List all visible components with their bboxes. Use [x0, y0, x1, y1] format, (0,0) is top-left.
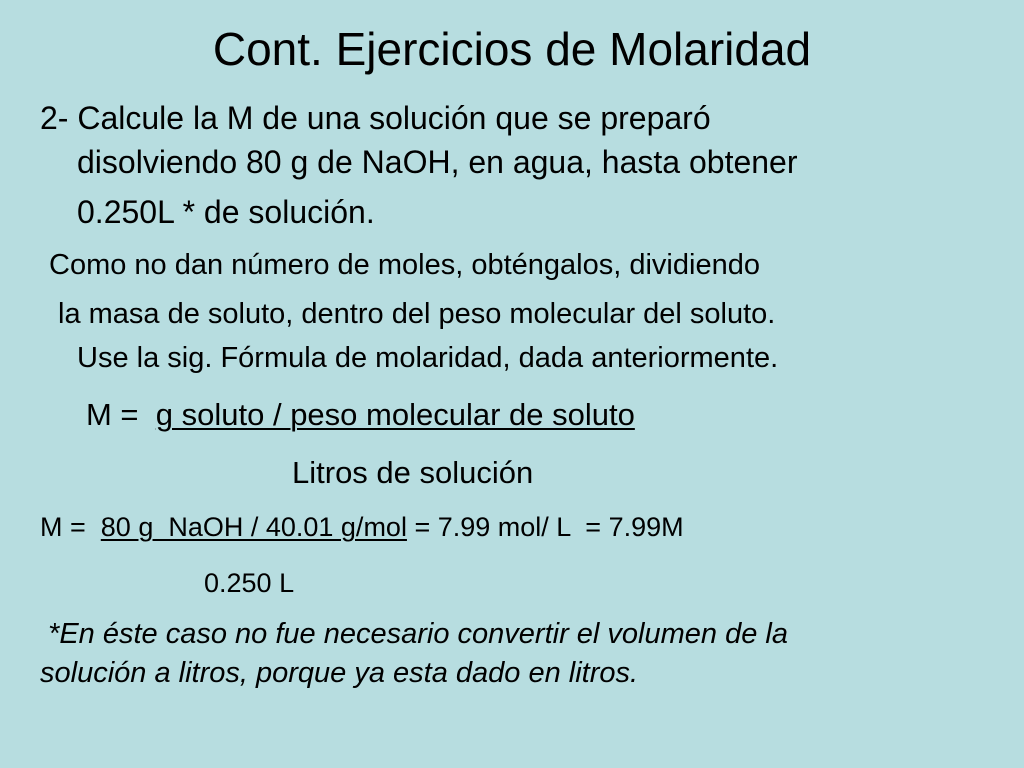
problem-line-3: 0.250L * de solución. [77, 194, 375, 230]
calculation-lhs: M = [40, 512, 94, 542]
note-line-2: solución a litros, porque ya esta dado en litros. [40, 657, 639, 689]
formula-denominator: Litros de solución [292, 455, 534, 490]
calculation-denominator: 0.250 L [204, 568, 295, 598]
calculation-result: = 7.99 mol/ L = 7.99M [406, 512, 684, 542]
slide-title: Cont. Ejercicios de Molaridad [212, 23, 812, 75]
problem-line-2: disolviendo 80 g de NaOH, en agua, hasta obtener [77, 144, 798, 180]
problem-line-1: 2- Calcule la M de una solución que se preparó [40, 100, 711, 136]
formula-row [86, 396, 635, 434]
calculation-row [40, 510, 684, 544]
explanation-line-2: la masa de soluto, dentro del peso molecular del soluto. [58, 298, 776, 330]
explanation-line-3: Use la sig. Fórmula de molaridad, dada anteriormente. [77, 342, 779, 374]
formula-lhs: M = [86, 397, 148, 432]
note-line-1: *En éste caso no fue necesario convertir el volumen de la [40, 618, 788, 650]
calculation-numerator: 80 g NaOH / 40.01 g/mol [100, 512, 407, 542]
formula-numerator: g soluto / peso molecular de soluto [155, 397, 635, 432]
explanation-line-1: Como no dan número de moles, obténgalos, dividiendo [49, 249, 760, 281]
